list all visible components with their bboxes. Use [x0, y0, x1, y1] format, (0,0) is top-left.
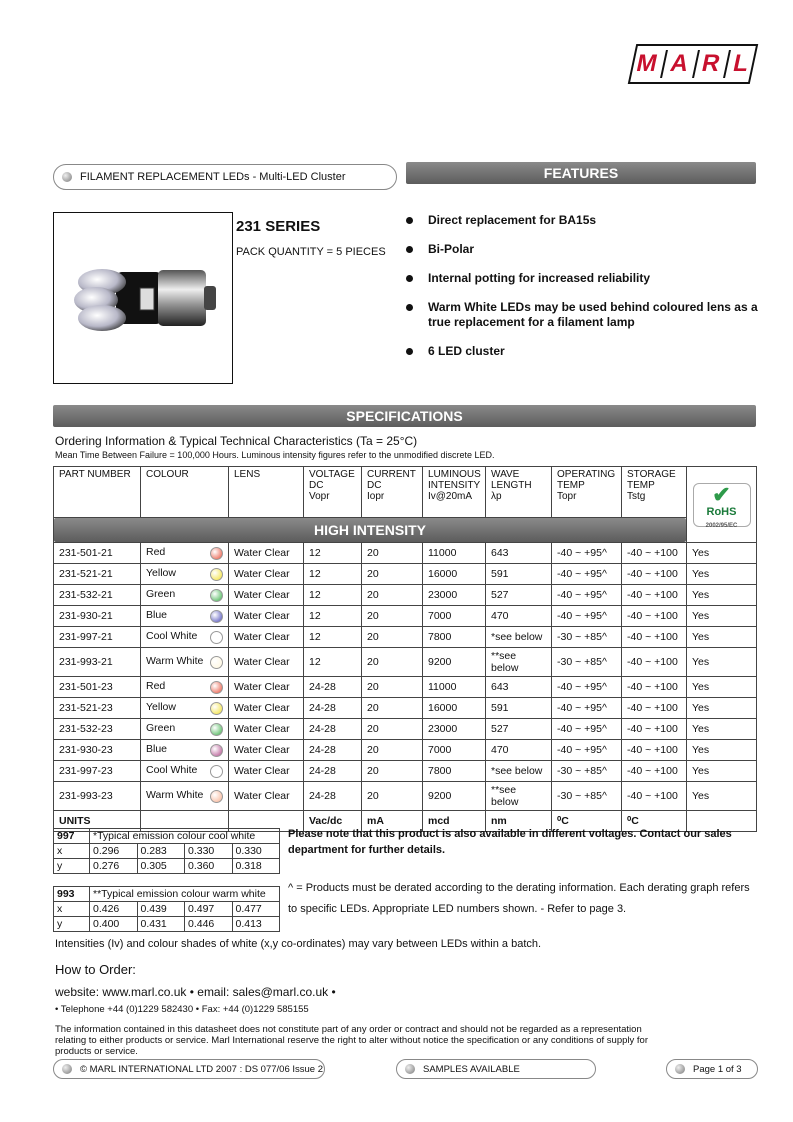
cell-current: 20 [362, 698, 423, 719]
cell-intensity: 7800 [423, 627, 486, 648]
cell-part: 231-521-21 [54, 564, 141, 585]
cie-axis-label: y [54, 859, 90, 874]
cell-colour: Red [141, 677, 229, 698]
cell-current: 20 [362, 719, 423, 740]
feature-item: Bi-Polar [428, 242, 758, 257]
cell-lens: Water Clear [229, 782, 304, 811]
cell-stg: -40 ~ +100 [622, 740, 687, 761]
led-colour-swatch-icon [210, 610, 223, 623]
led-colour-swatch-icon [210, 656, 223, 669]
bullet-dot-icon [405, 1064, 415, 1074]
samples-text: SAMPLES AVAILABLE [423, 1063, 520, 1075]
cell-wave: 527 [486, 585, 552, 606]
cie-value: 0.283 [137, 844, 185, 859]
unit-voltage: Vac/dc [304, 811, 362, 832]
cell-opr: -30 ~ +85^ [552, 761, 622, 782]
cell-opr: -40 ~ +95^ [552, 564, 622, 585]
cell-intensity: 7000 [423, 606, 486, 627]
cell-rohs: Yes [687, 761, 757, 782]
table-row [54, 543, 757, 564]
cell-wave: *see below [486, 627, 552, 648]
how-to-order-heading: How to Order: [55, 962, 136, 977]
features-list [428, 213, 758, 373]
logo-letter: L [730, 50, 753, 77]
cell-opr: -40 ~ +95^ [552, 543, 622, 564]
cell-current: 20 [362, 585, 423, 606]
logo-letter: M [633, 50, 661, 77]
led-colour-swatch-icon [210, 702, 223, 715]
cell-intensity: 23000 [423, 719, 486, 740]
cell-rohs: Yes [687, 627, 757, 648]
cell-voltage: 24-28 [304, 782, 362, 811]
bullet-separator: • [331, 985, 336, 999]
rohs-label: RoHS [706, 505, 737, 518]
cell-rohs: Yes [687, 606, 757, 627]
cell-rohs: Yes [687, 782, 757, 811]
cell-rohs: Yes [687, 698, 757, 719]
fax-number: Fax: +44 (0)1229 585155 [201, 1004, 309, 1015]
cell-current: 20 [362, 606, 423, 627]
cie-value: 0.497 [185, 902, 233, 917]
cell-wave: **see below [486, 782, 552, 811]
cool-white-coordinates-table [53, 828, 280, 874]
cell-current: 20 [362, 648, 423, 677]
cell-current: 20 [362, 627, 423, 648]
cell-colour: Cool White [141, 627, 229, 648]
table-row [54, 719, 757, 740]
phone-line: • Telephone +44 (0)1229 582430 • Fax: +44 (0)1229 585155 [55, 1004, 309, 1015]
cie-value: 0.413 [232, 917, 280, 932]
cell-part: 231-532-21 [54, 585, 141, 606]
cell-current: 20 [362, 564, 423, 585]
bullet-dot-icon [62, 172, 72, 182]
cell-lens: Water Clear [229, 719, 304, 740]
cell-opr: -30 ~ +85^ [552, 782, 622, 811]
bullet-dot-icon [675, 1064, 685, 1074]
cell-part: 231-501-21 [54, 543, 141, 564]
cell-wave: *see below [486, 761, 552, 782]
cell-voltage: 12 [304, 648, 362, 677]
cell-wave: **see below [486, 648, 552, 677]
feature-item: Warm White LEDs may be used behind coloured lens as a true replacement for a filament lamp [428, 300, 758, 329]
section-row [54, 518, 757, 543]
feature-item: 6 LED cluster [428, 344, 758, 359]
cell-opr: -30 ~ +85^ [552, 648, 622, 677]
derating-note: ^ = Products must be derated according to the derating information. Each derating graph refers to specific LEDs. Appropriate LED numbers shown. - Refer to page 3. [288, 882, 750, 915]
cell-opr: -40 ~ +95^ [552, 698, 622, 719]
cell-opr: -40 ~ +95^ [552, 606, 622, 627]
table-header-row [54, 467, 757, 518]
cell-intensity: 9200 [423, 648, 486, 677]
cell-current: 20 [362, 761, 423, 782]
table-row [54, 677, 757, 698]
voltage-note: Please note that this product is also available in different voltages. Contact our sales department for further details. [288, 828, 732, 856]
cell-wave: 643 [486, 677, 552, 698]
cie-value: 0.305 [137, 859, 185, 874]
cell-wave: 591 [486, 698, 552, 719]
cell-rohs: Yes [687, 585, 757, 606]
series-title: 231 SERIES [236, 218, 321, 235]
column-header: PART NUMBER [54, 467, 141, 518]
led-colour-swatch-icon [210, 723, 223, 736]
column-header: LENS [229, 467, 304, 518]
unit-intensity: mcd [423, 811, 486, 832]
cell-colour: Blue [141, 606, 229, 627]
cell-voltage: 24-28 [304, 677, 362, 698]
cell-stg: -40 ~ +100 [622, 761, 687, 782]
cell-opr: -40 ~ +95^ [552, 585, 622, 606]
cell-part: 231-997-23 [54, 761, 141, 782]
feature-item: Direct replacement for BA15s [428, 213, 758, 228]
rohs-code: 2002/95/EC [705, 522, 738, 529]
cell-part: 231-930-23 [54, 740, 141, 761]
cell-rohs: Yes [687, 740, 757, 761]
warm-white-coordinates-table [53, 886, 280, 932]
cell-wave: 527 [486, 719, 552, 740]
specifications-heading: SPECIFICATIONS [53, 405, 756, 427]
cell-stg: -40 ~ +100 [622, 698, 687, 719]
cie-value: 0.296 [90, 844, 138, 859]
led-colour-swatch-icon [210, 589, 223, 602]
cell-voltage: 12 [304, 543, 362, 564]
unit-label: UNITS [54, 811, 141, 832]
cie-axis-label: y [54, 917, 90, 932]
column-header: LUMINOUS INTENSITY Iv@20mA [423, 467, 486, 518]
cie-value: 0.330 [185, 844, 233, 859]
cell-stg: -40 ~ +100 [622, 627, 687, 648]
website-link[interactable]: website: www.marl.co.uk [55, 985, 187, 999]
cell-part: 231-930-21 [54, 606, 141, 627]
cie-caption: **Typical emission colour warm white [90, 887, 280, 902]
cell-opr: -40 ~ +95^ [552, 719, 622, 740]
cie-value: 0.439 [137, 902, 185, 917]
cell-stg: -40 ~ +100 [622, 719, 687, 740]
led-colour-swatch-icon [210, 547, 223, 560]
cell-current: 20 [362, 543, 423, 564]
page-number: Page 1 of 3 [693, 1063, 742, 1075]
cell-voltage: 12 [304, 627, 362, 648]
logo-letter: R [699, 50, 724, 77]
contact-line [55, 985, 336, 999]
cie-code: 997 [54, 829, 90, 844]
cell-stg: -40 ~ +100 [622, 606, 687, 627]
cell-lens: Water Clear [229, 585, 304, 606]
specifications-table [53, 466, 757, 832]
cell-stg: -40 ~ +100 [622, 677, 687, 698]
logo-letter: A [668, 50, 693, 77]
cie-value: 0.400 [90, 917, 138, 932]
table-row [54, 740, 757, 761]
cell-stg: -40 ~ +100 [622, 585, 687, 606]
cell-stg: -40 ~ +100 [622, 782, 687, 811]
cell-voltage: 12 [304, 585, 362, 606]
cie-value: 0.318 [232, 859, 280, 874]
cie-value: 0.360 [185, 859, 233, 874]
cell-stg: -40 ~ +100 [622, 543, 687, 564]
cell-colour: Blue [141, 740, 229, 761]
cell-voltage: 12 [304, 606, 362, 627]
cell-stg: -40 ~ +100 [622, 648, 687, 677]
cell-colour: Yellow [141, 698, 229, 719]
marl-logo [628, 44, 759, 84]
table-row [54, 782, 757, 811]
cell-current: 20 [362, 677, 423, 698]
led-colour-swatch-icon [210, 765, 223, 778]
cell-voltage: 12 [304, 564, 362, 585]
category-label: FILAMENT REPLACEMENT LEDs - Multi-LED Cluster [80, 171, 346, 183]
table-row [54, 648, 757, 677]
email-link[interactable]: email: sales@marl.co.uk [197, 985, 329, 999]
cie-axis-label: x [54, 844, 90, 859]
cie-code: 993 [54, 887, 90, 902]
cell-rohs: Yes [687, 719, 757, 740]
cell-intensity: 7800 [423, 761, 486, 782]
rohs-cell [687, 467, 757, 543]
high-intensity-heading: HIGH INTENSITY [54, 518, 686, 542]
led-colour-swatch-icon [210, 631, 223, 644]
cell-wave: 470 [486, 740, 552, 761]
table-row [54, 606, 757, 627]
disclaimer-text: The information contained in this datasheet does not constitute part of any order or contract and should not be regarded as a representation relating to either products or service. Marl International reserve the right to alter without notice the specification or any conditions of supply for products or service. [55, 1024, 648, 1057]
cell-current: 20 [362, 782, 423, 811]
cell-current: 20 [362, 740, 423, 761]
cell-intensity: 23000 [423, 585, 486, 606]
cie-value: 0.431 [137, 917, 185, 932]
led-colour-swatch-icon [210, 744, 223, 757]
features-heading: FEATURES [406, 162, 756, 184]
table-row [54, 585, 757, 606]
unit-current: mA [362, 811, 423, 832]
cell-stg: -40 ~ +100 [622, 564, 687, 585]
cie-value: 0.446 [185, 917, 233, 932]
cell-voltage: 24-28 [304, 761, 362, 782]
cell-voltage: 24-28 [304, 740, 362, 761]
cell-opr: -40 ~ +95^ [552, 677, 622, 698]
cell-rohs: Yes [687, 564, 757, 585]
cell-colour: Warm White [141, 648, 229, 677]
table-row [54, 627, 757, 648]
copyright-pill [53, 1059, 325, 1079]
cell-wave: 643 [486, 543, 552, 564]
cie-value: 0.426 [90, 902, 138, 917]
cell-opr: -40 ~ +95^ [552, 740, 622, 761]
column-header: STORAGE TEMP Tstg [622, 467, 687, 518]
cell-lens: Water Clear [229, 677, 304, 698]
ordering-info-text: Ordering Information & Typical Technical Characteristics (Ta = 25°C) [55, 434, 418, 448]
column-header: VOLTAGE DC Vopr [304, 467, 362, 518]
cell-rohs: Yes [687, 543, 757, 564]
cell-part: 231-997-21 [54, 627, 141, 648]
cell-lens: Water Clear [229, 543, 304, 564]
led-colour-swatch-icon [210, 568, 223, 581]
cell-lens: Water Clear [229, 564, 304, 585]
cie-axis-label: x [54, 902, 90, 917]
cell-rohs: Yes [687, 677, 757, 698]
cell-part: 231-501-23 [54, 677, 141, 698]
unit-opr: ⁰C [552, 811, 622, 832]
table-row [54, 564, 757, 585]
cell-voltage: 24-28 [304, 698, 362, 719]
led-colour-swatch-icon [210, 790, 223, 803]
cell-colour: Green [141, 585, 229, 606]
category-pill [53, 164, 397, 190]
cell-lens: Water Clear [229, 648, 304, 677]
cell-wave: 470 [486, 606, 552, 627]
cell-lens: Water Clear [229, 740, 304, 761]
cell-intensity: 16000 [423, 564, 486, 585]
column-header: CURRENT DC Iopr [362, 467, 423, 518]
led-cluster-bulb-image [72, 262, 222, 334]
bullet-dot-icon [62, 1064, 72, 1074]
cell-lens: Water Clear [229, 698, 304, 719]
cell-colour: Cool White [141, 761, 229, 782]
feature-item: Internal potting for increased reliability [428, 271, 758, 286]
samples-pill [396, 1059, 596, 1079]
cell-voltage: 24-28 [304, 719, 362, 740]
cell-intensity: 11000 [423, 677, 486, 698]
cell-colour: Red [141, 543, 229, 564]
unit-stg: ⁰C [622, 811, 687, 832]
rohs-logo [693, 483, 751, 527]
cell-lens: Water Clear [229, 627, 304, 648]
cell-lens: Water Clear [229, 606, 304, 627]
column-header: OPERATING TEMP Topr [552, 467, 622, 518]
intensity-note: Intensities (Iv) and colour shades of white (x,y co-ordinates) may vary between LEDs within a batch. [55, 938, 542, 950]
page-number-pill [666, 1059, 758, 1079]
mtbf-note: Mean Time Between Failure = 100,000 Hours. Luminous intensity figures refer to the unmodified discrete LED. [55, 450, 495, 460]
cell-colour: Green [141, 719, 229, 740]
cell-part: 231-532-23 [54, 719, 141, 740]
cell-rohs: Yes [687, 648, 757, 677]
led-colour-swatch-icon [210, 681, 223, 694]
cie-value: 0.330 [232, 844, 280, 859]
cell-intensity: 11000 [423, 543, 486, 564]
cell-colour: Yellow [141, 564, 229, 585]
column-header: WAVE LENGTH λp [486, 467, 552, 518]
check-icon: ✔ [712, 481, 731, 507]
bullet-separator: • [189, 985, 198, 999]
table-row [54, 698, 757, 719]
cell-part: 231-993-21 [54, 648, 141, 677]
cie-value: 0.276 [90, 859, 138, 874]
telephone-number: Telephone +44 (0)1229 582430 [60, 1004, 194, 1015]
cell-intensity: 9200 [423, 782, 486, 811]
cell-opr: -30 ~ +85^ [552, 627, 622, 648]
unit-wave: nm [486, 811, 552, 832]
cell-colour: Warm White [141, 782, 229, 811]
table-row [54, 761, 757, 782]
pack-quantity: PACK QUANTITY = 5 PIECES [236, 246, 386, 258]
cell-wave: 591 [486, 564, 552, 585]
copyright-text: © MARL INTERNATIONAL LTD 2007 : DS 077/06 Issue 2 [80, 1063, 324, 1075]
column-header: COLOUR [141, 467, 229, 518]
cie-value: 0.477 [232, 902, 280, 917]
cie-caption: *Typical emission colour cool white [90, 829, 280, 844]
cell-part: 231-993-23 [54, 782, 141, 811]
cell-intensity: 16000 [423, 698, 486, 719]
cell-part: 231-521-23 [54, 698, 141, 719]
cell-intensity: 7000 [423, 740, 486, 761]
cell-lens: Water Clear [229, 761, 304, 782]
